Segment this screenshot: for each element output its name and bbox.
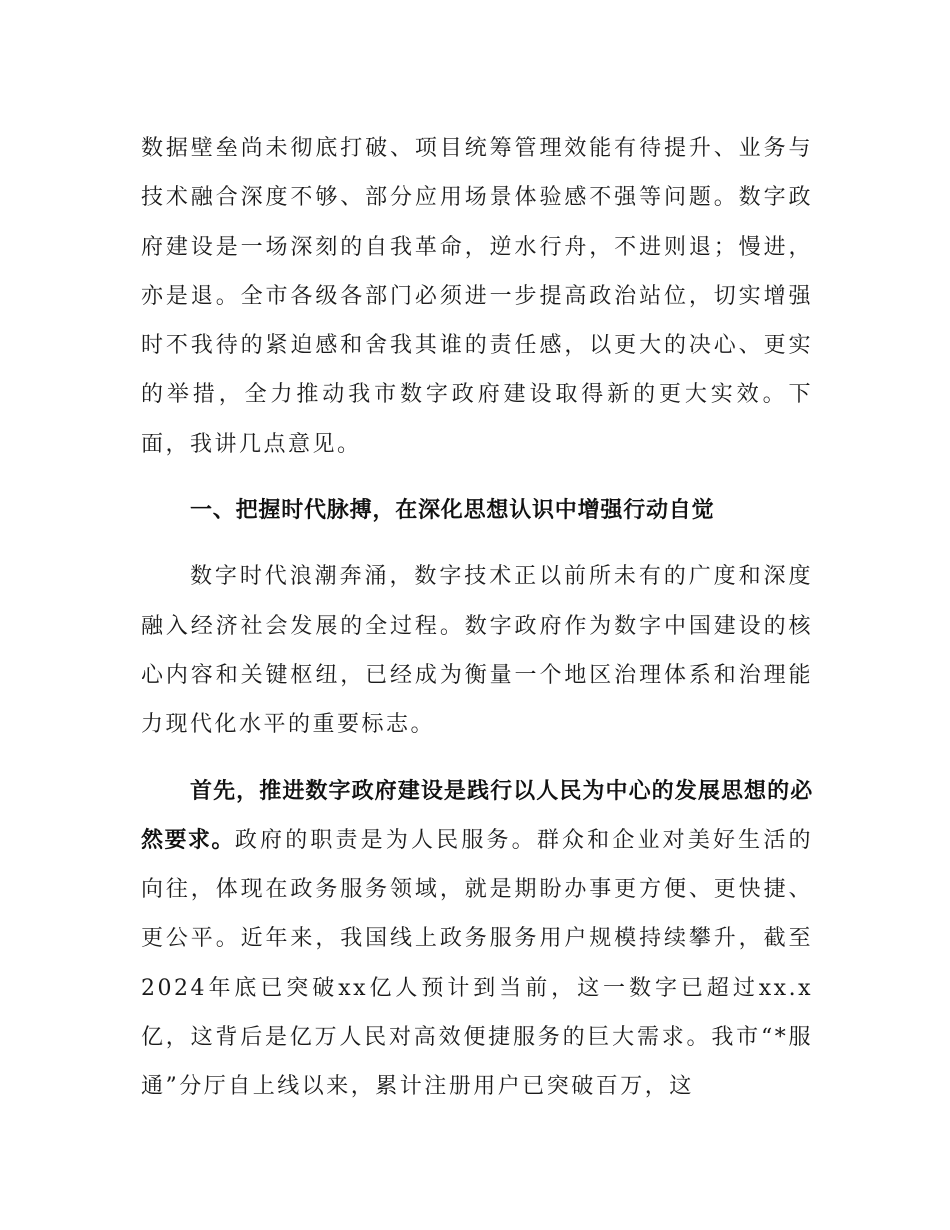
intro-paragraph: 数据壁垒尚未彻底打破、项目统筹管理效能有待提升、业务与技术融合深度不够、部分应用场景体验感不强等问题。数字政府建设是一场深刻的自我革命，逆水行舟，不进则退；慢进，亦是退。全市各级各部门必须进一步提高政治站位，切实增强时不我待的紧迫感和舍我其谁的责任感，以更大的决心、更实的举措，全力推动我市数字政府建设取得新的更大实效。下面，我讲几点意见。 [141, 136, 813, 457]
section-1-paragraph: 数字时代浪潮奔涌，数字技术正以前所未有的广度和深度融入经济社会发展的全过程。数字政府作为数字中国建设的核心内容和关键枢纽，已经成为衡量一个地区治理体系和治理能力现代化水平的重要标志。 [141, 564, 813, 738]
paragraph-body: 政府的职责是为人民服务。群众和企业对美好生活的向往，体现在政务服务领域，就是期盼办事更方便、更快捷、更公平。近年来，我国线上政务服务用户规模持续攀升，截至2024年底已突破xx亿人预计到当前，这一数字已超过xx.x亿，这背后是亿万人民对高效便捷服务的巨大需求。我市“*服通”分厅自上线以来，累计注册用户已突破百万，这 [141, 827, 813, 1100]
spacer [141, 750, 813, 767]
section-heading-1: 一、把握时代脉搏，在深化思想认识中增强行动自觉 [190, 498, 715, 524]
section-1-paragraph-2 [141, 767, 813, 1112]
spacer [141, 469, 813, 486]
document-page [141, 124, 813, 1112]
spacer [141, 535, 813, 552]
lead-sentence: 首先，推进数字政府建设是践行以人民为中心的发展思想的必然要求。 [141, 778, 813, 853]
